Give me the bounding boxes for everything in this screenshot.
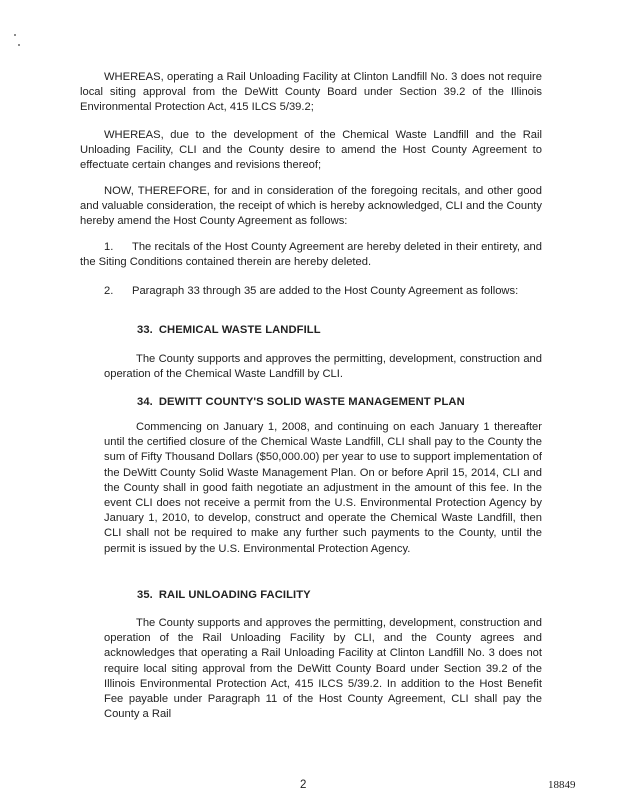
scan-speck xyxy=(14,34,16,36)
section-heading-34 xyxy=(137,396,465,408)
amendment-item-2 xyxy=(80,284,542,299)
page-number: 2 xyxy=(300,779,307,791)
section-heading-35 xyxy=(137,589,311,601)
section-body-35: The County supports and approves the permitting, development, construction and operation of the Rail Unloading Facility by CLI, and the County agrees and acknowledges that operating a Rail Unloading Facility at Clinton Landfill No. 3 does not require local siting approval from the DeWitt County Board under Section 39.2 of the Illinois Environmental Protection Act, 415 ILCS 5/39.2. In addition to the Host Benefit Fee payable under Paragraph 11 of the Host County Agreement, CLI shall pay the County a Rail xyxy=(104,617,542,721)
amendment-item-1 xyxy=(80,240,542,270)
document-id: 18849 xyxy=(548,779,576,791)
section-heading-33 xyxy=(137,324,321,336)
section-title: CHEMICAL WASTE LANDFILL xyxy=(158,324,321,336)
section-title: RAIL UNLOADING FACILITY xyxy=(158,589,311,601)
section-number: 35. xyxy=(137,589,153,601)
item-text: Paragraph 33 through 35 are added to the Host County Agreement as follows: xyxy=(132,285,519,297)
section-number: 33. xyxy=(137,324,153,336)
recital-rail-unloading: WHEREAS, operating a Rail Unloading Facility at Clinton Landfill No. 3 does not require local siting approval from the DeWitt County Board under Section 39.2 of the Illinois Environmental Protection Act, 415 ILCS 5/39.2; xyxy=(80,71,542,114)
scan-speck xyxy=(18,44,20,46)
section-body-34: Commencing on January 1, 2008, and continuing on each January 1 thereafter until the certified closure of the Chemical Waste Landfill, CLI shall pay to the County the sum of Fifty Thousand Dollars ($50,000.00) per year to use to support implementation of the DeWitt County Solid Waste Management Plan. On or before April 15, 2014, CLI and the County shall in good faith negotiate an adjustment in the amount of this fee. In the event CLI does not receive a permit from the U.S. Environmental Protection Agency by January 1, 2010, to develop, construct and operate the Chemical Waste Landfill, then CLI shall not be required to make any further such payments to the County, until the permit is issued by the U.S. Environmental Protection Agency. xyxy=(104,421,542,555)
item-text: The recitals of the Host County Agreement are hereby deleted in their entirety, and the Siting Conditions contained therein are hereby deleted. xyxy=(80,241,542,269)
section-number: 34. xyxy=(137,396,153,408)
section-title: DEWITT COUNTY'S SOLID WASTE MANAGEMENT PLAN xyxy=(158,396,465,408)
now-therefore-clause: NOW, THEREFORE, for and in consideration of the foregoing recitals, and other good and valuable consideration, the receipt of which is hereby acknowledged, CLI and the County hereby amend the Host County Agreement as follows: xyxy=(80,185,542,228)
item-number: 1. xyxy=(104,241,114,253)
section-body-33: The County supports and approves the permitting, development, construction and operation of the Chemical Waste Landfill by CLI. xyxy=(104,353,542,381)
recital-amend-agreement: WHEREAS, due to the development of the Chemical Waste Landfill and the Rail Unloading Facility, CLI and the County desire to amend the Host County Agreement to effectuate certain changes and revisions thereof; xyxy=(80,129,542,172)
item-number: 2. xyxy=(104,285,114,297)
